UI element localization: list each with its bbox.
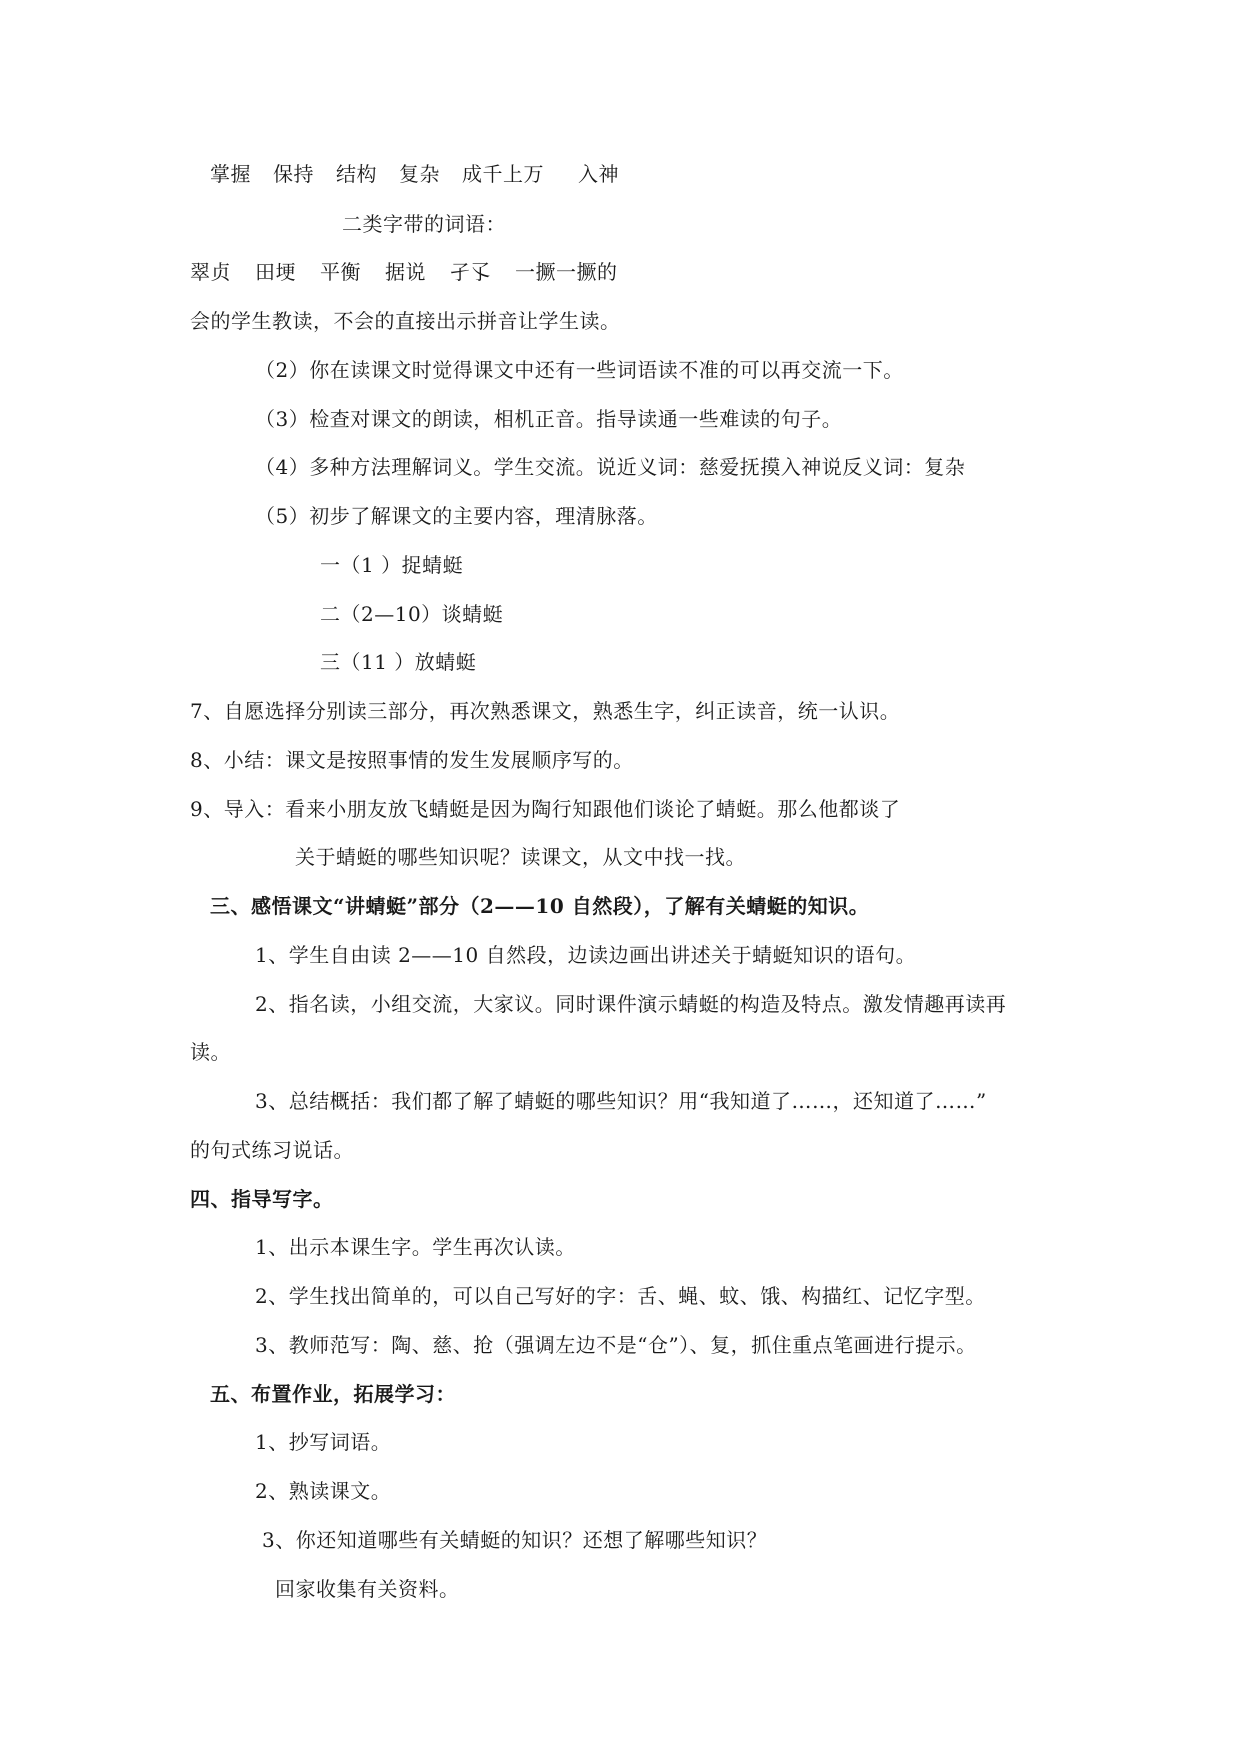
- paragraph: （3）检查对课文的朗读，相机正音。指导读通一些难读的句子。: [255, 407, 843, 431]
- section-item-continued: 回家收集有关资料。: [275, 1577, 460, 1601]
- paragraph: （2）你在读课文时觉得课文中还有一些词语读不准的可以再交流一下。: [255, 358, 904, 382]
- section-heading: 五、布置作业，拓展学习：: [210, 1382, 456, 1406]
- vocab-word: 平衡: [320, 260, 361, 284]
- section-heading: 四、指导写字。: [190, 1187, 334, 1211]
- section-item: 3、总结概括：我们都了解了蜻蜓的哪些知识？用“我知道了……，还知道了……”: [255, 1089, 987, 1113]
- vocab-word: 据说: [385, 260, 426, 284]
- section-item: 2、熟读课文。: [255, 1479, 392, 1503]
- vocab-word: 结构: [336, 162, 377, 186]
- vocab-word: 成千上万: [462, 162, 544, 186]
- vocab-word: 保持: [273, 162, 314, 186]
- vocab-word: 田埂: [255, 260, 296, 284]
- step-item: 7、自愿选择分别读三部分，再次熟悉课文，熟悉生字，纠正读音，统一认识。: [190, 699, 901, 723]
- section-item: 2、指名读，小组交流，大家议。同时课件演示蜻蜓的构造及特点。激发情趣再读再: [255, 992, 1007, 1016]
- vocab-heading: 二类字带的词语：: [342, 212, 506, 236]
- vocab-line-1: [210, 160, 619, 188]
- outline-part-3: 三（11 ）放蜻蜓: [320, 650, 477, 674]
- section-item: 1、抄写词语。: [255, 1430, 392, 1454]
- vocab-word: 掌握: [210, 162, 251, 186]
- section-item: 3、教师范写：陶、慈、抢（强调左边不是“仓”）、复，抓住重点笔画进行提示。: [255, 1333, 977, 1357]
- section-item: 2、学生找出简单的，可以自己写好的字：舌、蝇、蚊、饿、构描红、记忆字型。: [255, 1284, 986, 1308]
- paragraph: （4）多种方法理解词义。学生交流。说近义词：慈爱抚摸入神说反义词：复杂: [255, 455, 966, 479]
- section-item-continued: 的句式练习说话。: [190, 1138, 354, 1162]
- section-item: 1、学生自由读 2——10 自然段，边读边画出讲述关于蜻蜓知识的语句。: [255, 943, 917, 967]
- section-item: 1、出示本课生字。学生再次认读。: [255, 1235, 576, 1259]
- outline-part-1: 一（1 ）捉蜻蜓: [320, 553, 464, 577]
- outline-part-2: 二（2—10）谈蜻蜓: [320, 602, 504, 626]
- vocab-word: 孑孓: [450, 260, 491, 284]
- paragraph: 会的学生教读，不会的直接出示拼音让学生读。: [190, 309, 621, 333]
- vocab-word: 复杂: [399, 162, 440, 186]
- vocab-word: 翠贞: [190, 260, 231, 284]
- step-item-continued: 关于蜻蜓的哪些知识呢？读课文，从文中找一找。: [295, 845, 746, 869]
- paragraph: （5）初步了解课文的主要内容，理清脉落。: [255, 504, 658, 528]
- vocab-line-2: [190, 258, 618, 286]
- section-item: 3、你还知道哪些有关蜻蜓的知识？还想了解哪些知识？: [262, 1528, 768, 1552]
- section-item-continued: 读。: [190, 1040, 231, 1064]
- vocab-word: 一撅一撅的: [515, 260, 618, 284]
- vocab-word: 入神: [578, 162, 619, 186]
- step-item: 9、导入：看来小朋友放飞蜻蜓是因为陶行知跟他们谈论了蜻蜓。那么他都谈了: [190, 797, 901, 821]
- step-item: 8、小结：课文是按照事情的发生发展顺序写的。: [190, 748, 634, 772]
- section-heading: 三、感悟课文“讲蜻蜓”部分（2——10 自然段），了解有关蜻蜓的知识。: [210, 894, 870, 918]
